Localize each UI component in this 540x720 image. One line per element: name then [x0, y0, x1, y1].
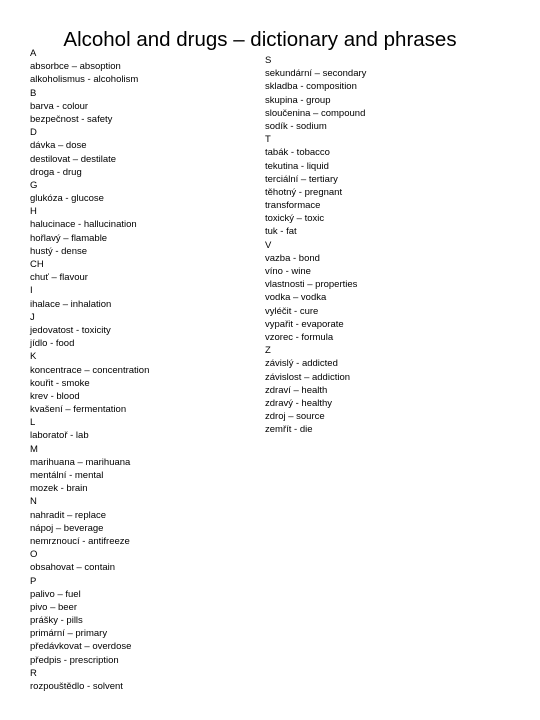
dictionary-entry: obsahovat – contain [30, 562, 116, 574]
letter-heading: K [30, 351, 37, 363]
letter-heading: B [30, 87, 37, 99]
dictionary-entry: předávkovat – overdose [30, 641, 132, 653]
dictionary-entry: mentální - mental [30, 470, 104, 481]
left-word-list [30, 47, 149, 693]
dictionary-entry: vlastnosti – properties [265, 279, 358, 291]
letter-heading: T [265, 134, 271, 146]
dictionary-entry: skladba - composition [265, 81, 357, 93]
dictionary-entry: sloučenina – compound [265, 107, 366, 119]
letter-heading: R [30, 667, 37, 679]
letter-heading: A [30, 48, 37, 59]
letter-heading: I [30, 285, 33, 297]
dictionary-entry: mozek - brain [30, 483, 88, 495]
dictionary-entry: bezpečnost - safety [30, 113, 113, 125]
dictionary-entry: těhotný - pregnant [265, 186, 343, 198]
letter-heading: D [30, 127, 37, 139]
dictionary-entry: závislost – addiction [265, 371, 351, 383]
dictionary-entry: předpis - prescription [30, 654, 119, 666]
letter-heading: Z [265, 345, 271, 357]
dictionary-entry: vodka – vodka [265, 292, 327, 304]
dictionary-entry: nápoj – beverage [30, 522, 104, 534]
dictionary-entry: hustý - dense [30, 245, 88, 257]
dictionary-entry: kouřit - smoke [30, 377, 90, 389]
dictionary-entry: prášky - pills [30, 615, 83, 627]
dictionary-entry: primární – primary [30, 628, 108, 640]
dictionary-entry: glukóza - glucose [30, 193, 104, 205]
dictionary-entry: vzorec - formula [265, 331, 334, 343]
dictionary-entry: zdraví – health [265, 384, 328, 396]
dictionary-entry: ihalace – inhalation [30, 298, 112, 310]
dictionary-entry: toxický – toxic [265, 213, 325, 225]
letter-heading: O [30, 549, 38, 561]
dictionary-entry: zdroj – source [265, 411, 325, 423]
dictionary-entry: tuk - fat [265, 226, 297, 238]
dictionary-entry: vyléčit - cure [265, 305, 319, 317]
letter-heading: N [30, 496, 37, 508]
dictionary-entry: sekundární – secondary [265, 68, 367, 80]
letter-heading: H [30, 206, 37, 218]
dictionary-entry: dávka – dose [30, 140, 87, 152]
letter-heading: P [30, 575, 37, 587]
dictionary-entry: alkoholismus - alcoholism [30, 74, 139, 86]
dictionary-entry: kvašení – fermentation [30, 404, 127, 416]
dictionary-entry: terciální – tertiary [265, 173, 338, 185]
page-title: Alcohol and drugs – dictionary and phrases [63, 27, 457, 51]
letter-heading: M [30, 443, 38, 455]
dictionary-entry: chuť – flavour [30, 272, 88, 284]
dictionary-entry: víno - wine [265, 266, 311, 277]
dictionary-entry: závislý - addicted [265, 358, 338, 370]
dictionary-entry: vypařit - evaporate [265, 318, 344, 330]
dictionary-entry: tabák - tobacco [265, 147, 330, 159]
letter-heading: CH [30, 259, 44, 270]
dictionary-entry: skupina - group [265, 94, 331, 106]
dictionary-entry: hořlavý – flamable [30, 232, 108, 244]
dictionary-entry: jídlo - food [30, 338, 75, 350]
dictionary-entry: palivo – fuel [30, 588, 81, 600]
right-word-list [265, 54, 366, 436]
letter-heading: J [30, 311, 35, 323]
dictionary-entry: transformace [265, 200, 321, 212]
dictionary-entry: zdravý - healthy [265, 397, 333, 409]
dictionary-entry: nahradit – replace [30, 509, 107, 521]
dictionary-entry: laboratoř - lab [30, 430, 89, 442]
dictionary-entry: marihuana – marihuana [30, 456, 131, 468]
dictionary-entry: pivo – beer [30, 601, 78, 613]
letter-heading: G [30, 179, 38, 191]
dictionary-entry: destilovat – destilate [30, 153, 117, 165]
dictionary-entry: rozpouštědlo - solvent [30, 681, 123, 692]
dictionary-entry: barva - colour [30, 100, 89, 112]
dictionary-entry: jedovatost - toxicity [30, 324, 111, 336]
dictionary-entry: krev - blood [30, 390, 80, 402]
dictionary-entry: droga - drug [30, 166, 82, 178]
dictionary-entry: tekutina - liquid [265, 160, 329, 172]
dictionary-entry: zemřít - die [265, 424, 313, 436]
letter-heading: L [30, 417, 36, 429]
dictionary-entry: sodík - sodium [265, 120, 327, 132]
dictionary-entry: vazba - bond [265, 252, 320, 264]
dictionary-entry: koncentrace – concentration [30, 364, 150, 376]
letter-heading: S [265, 55, 272, 66]
letter-heading: V [265, 239, 272, 251]
dictionary-entry: halucinace - hallucination [30, 219, 137, 231]
dictionary-entry: nemrznoucí - antifreeze [30, 535, 130, 547]
dictionary-entry: absorbce – absoption [30, 61, 121, 73]
